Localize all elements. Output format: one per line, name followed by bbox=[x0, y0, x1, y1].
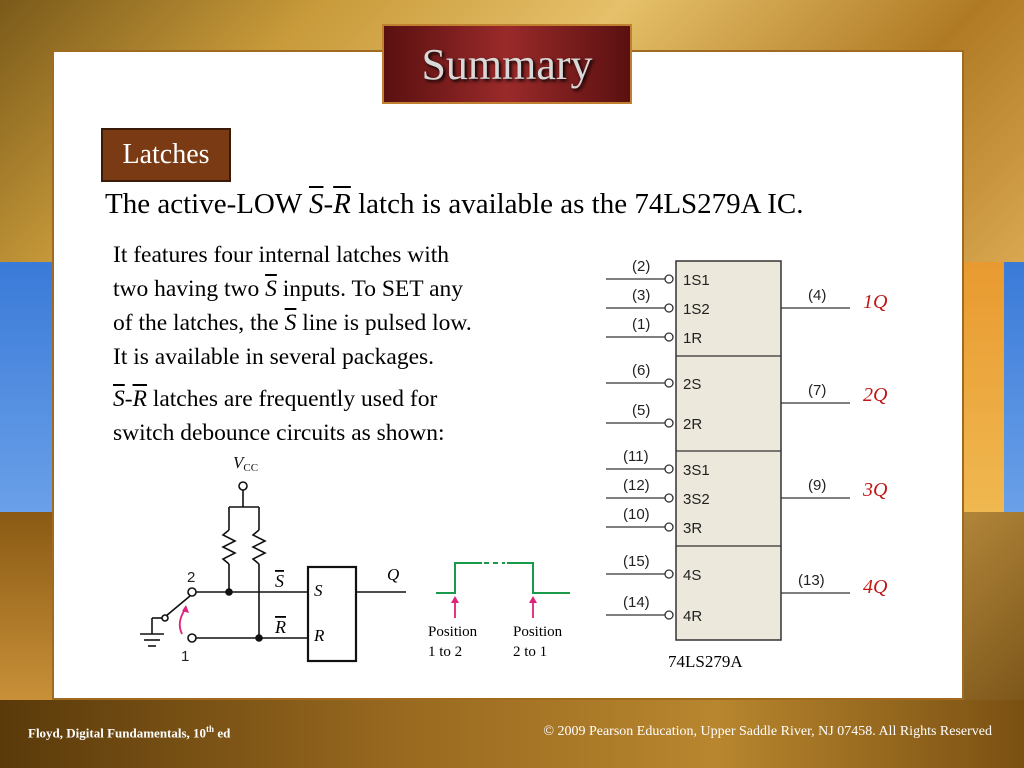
pin-num-14: (14) bbox=[623, 594, 650, 611]
pin-num-3: (3) bbox=[632, 287, 651, 304]
headline-pre: The active-LOW bbox=[105, 188, 309, 220]
para1-line3-pre: of the latches, the bbox=[113, 310, 285, 336]
pin-name-4s: 4S bbox=[683, 567, 702, 584]
section-label: Latches bbox=[101, 128, 231, 182]
waveform-arrows bbox=[451, 596, 537, 618]
para1-line2-s: $\overline{S}$ bbox=[265, 276, 277, 302]
pin-name-1s2: 1S2 bbox=[683, 301, 710, 318]
switch-terminal-2 bbox=[188, 588, 196, 596]
pin-name-1s1: 1S1 bbox=[683, 272, 710, 289]
headline-s-bar: $\overline{S}$ bbox=[308, 188, 324, 220]
pin-num-6: (6) bbox=[632, 362, 651, 379]
para1-line4: It is available in several packages. bbox=[113, 344, 435, 370]
para2-s: $\overline{S}$ bbox=[113, 386, 125, 412]
pin-num-4: (4) bbox=[808, 287, 827, 304]
para2-line1-post: latches are frequently used for bbox=[146, 386, 438, 412]
ic-74ls279a bbox=[606, 258, 888, 671]
wave-label-1b: 1 to 2 bbox=[428, 644, 463, 660]
switch-motion-arrow bbox=[180, 608, 186, 634]
pin-name-4r: 4R bbox=[683, 608, 703, 625]
debounce-circuit bbox=[140, 453, 406, 661]
switch-pos-2-label: 2 bbox=[187, 569, 196, 586]
pin-num-1: (1) bbox=[632, 316, 651, 333]
pin-num-5: (5) bbox=[632, 402, 651, 419]
headline-post: latch is available as the 74LS279A IC. bbox=[350, 188, 804, 220]
pin-num-2: (2) bbox=[632, 258, 651, 275]
pin-name-3s1: 3S1 bbox=[683, 462, 710, 479]
headline-r-bar: $\overline{R}$ bbox=[333, 188, 351, 220]
ic-name-label: 74LS279A bbox=[668, 652, 743, 671]
vcc-terminal bbox=[239, 482, 247, 490]
resistor-1 bbox=[223, 530, 235, 564]
footer-copyright: © 2009 Pearson Education, Upper Saddle River, NJ 07458. All Rights Reserved bbox=[543, 724, 992, 739]
wave-label-2b: 2 to 1 bbox=[513, 644, 548, 660]
para1-line2-pre: two having two bbox=[113, 276, 266, 302]
pin-num-12: (12) bbox=[623, 477, 650, 494]
slide-title: Summary bbox=[421, 39, 593, 89]
switch-pos-1-label: 1 bbox=[181, 648, 190, 665]
footer-credit-post: ed bbox=[214, 725, 231, 741]
headline-dash: - bbox=[323, 188, 334, 220]
pin-num-11: (11) bbox=[623, 448, 649, 465]
wave-label-2a: Position bbox=[513, 624, 563, 640]
para1-line2-post: inputs. To SET any bbox=[276, 276, 463, 302]
footer-credit bbox=[28, 724, 230, 741]
pin-name-2r: 2R bbox=[683, 416, 703, 433]
pin-name-3s2: 3S2 bbox=[683, 491, 710, 508]
pin-name-2s: 2S bbox=[683, 376, 702, 393]
resistor-2 bbox=[253, 530, 265, 564]
junction-s bbox=[226, 589, 232, 595]
s-bar-label: S bbox=[275, 571, 284, 591]
junction-r bbox=[256, 635, 262, 641]
latch-r-label: R bbox=[314, 626, 325, 645]
debounce-waveform bbox=[436, 563, 570, 593]
pin-num-15: (15) bbox=[623, 553, 650, 570]
para2-dash: - bbox=[124, 386, 133, 412]
pin-num-7: (7) bbox=[808, 382, 827, 399]
output-3q: 3Q bbox=[863, 479, 888, 501]
switch-arm bbox=[166, 596, 190, 616]
pin-num-10: (10) bbox=[623, 506, 650, 523]
latch-s-label: S bbox=[314, 581, 323, 600]
para2-line2: switch debounce circuits as shown: bbox=[113, 420, 445, 446]
ic-output-lines bbox=[781, 308, 850, 593]
wave-label-1a: Position bbox=[428, 624, 478, 640]
output-1q: 1Q bbox=[863, 291, 888, 313]
switch-terminal-1 bbox=[188, 634, 196, 642]
para2-r: $\overline{R}$ bbox=[132, 386, 147, 412]
output-2q: 2Q bbox=[863, 384, 888, 406]
r-bar-label: R bbox=[275, 617, 286, 637]
para1-line1: It features four internal latches with bbox=[113, 242, 450, 268]
output-4q: 4Q bbox=[863, 576, 888, 598]
vcc-label: VCC bbox=[233, 453, 259, 474]
pin-num-13: (13) bbox=[798, 572, 825, 589]
footer-credit-sup: th bbox=[206, 724, 215, 734]
latch-q-label: Q bbox=[387, 565, 400, 584]
para1-line3-s: $\overline{S}$ bbox=[284, 310, 297, 336]
footer-credit-main: Floyd, Digital Fundamentals, 10 bbox=[28, 725, 207, 741]
para1-line3-post: line is pulsed low. bbox=[296, 310, 472, 336]
pin-name-3r: 3R bbox=[683, 520, 703, 537]
pin-name-1r: 1R bbox=[683, 330, 703, 347]
pin-num-9: (9) bbox=[808, 477, 827, 494]
